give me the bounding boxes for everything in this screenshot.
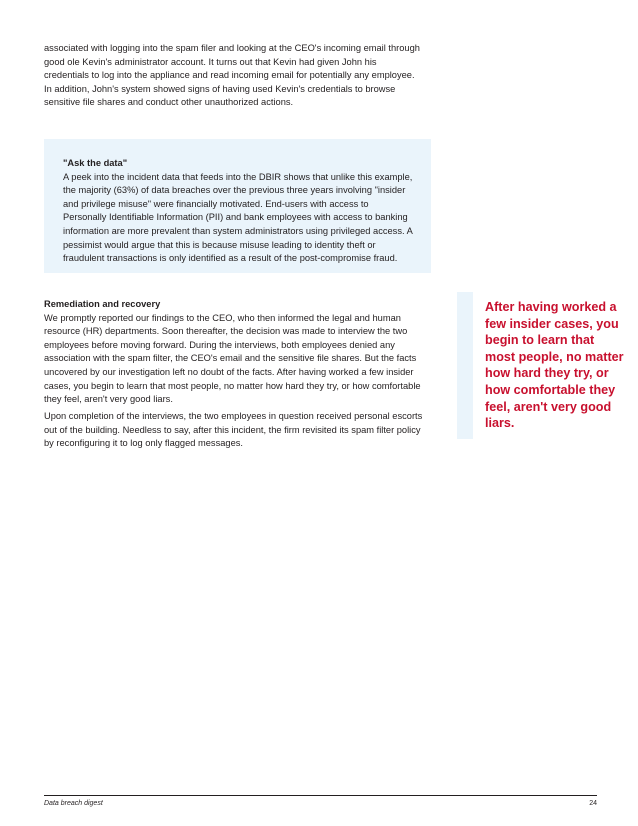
remediation-paragraph-1: We promptly reported our findings to the CEO, who then informed the legal and human resource (HR) departments. Soon thereafter, the decision was made to interview the two employees before moving forward. During the interviews, both employees denied any association with the spam filter, the CEO's email and the sensitive file shares. But the facts uncovered by our investigation left no doubt of the facts. After having worked a few insider cases, you begin to learn that most people, no matter how hard they try, or how comfortable they feel, aren't very good liars. [44,312,421,405]
footer-divider [44,795,597,796]
page-number: 24 [589,800,597,807]
callout-content [63,157,413,266]
callout-title: "Ask the data" [63,158,128,168]
remediation-paragraph-2: Upon completion of the interviews, the two employees in question received personal escorts out of the building. Needless to say, after this incident, the firm revisited its spam filter policy by reconfiguring it to log only flagged messages. [44,411,423,449]
intro-paragraph: associated with logging into the spam filer and looking at the CEO's incoming email through good ole Kevin's administrator account. It turns out that Kevin had given John his credentials to log into the appliance and read incoming email for potentially any employee. In addition, John's system showed signs of having used Kevin's credentials to browse sensitive file shares and conduct other unauthorized actions. [44,43,420,108]
remediation-section [44,298,424,407]
ask-the-data-callout [44,139,431,273]
pull-quote: After having worked a few insider cases, you begin to learn that most people, no matter how hard they try, or how comfortable they feel, aren't very good liars. [485,300,624,431]
pull-quote-accent-bar [457,292,473,439]
footer-publication-title: Data breach digest [44,800,103,807]
callout-body: A peek into the incident data that feeds into the DBIR shows that unlike this example, the majority (63%) of data breaches over the previous three years involving "insider and privilege misuse" were financially motivated. End-users with access to Personally Identifiable Information (PII) and bank employees with access to banking information are more prevalent than system administrators using privileged access. A pessimist would argue that this is because misuse leading to identity theft or fraudulent transactions is only identified as a result of the post-compromise fraud. [63,171,413,264]
section-heading: Remediation and recovery [44,299,161,309]
